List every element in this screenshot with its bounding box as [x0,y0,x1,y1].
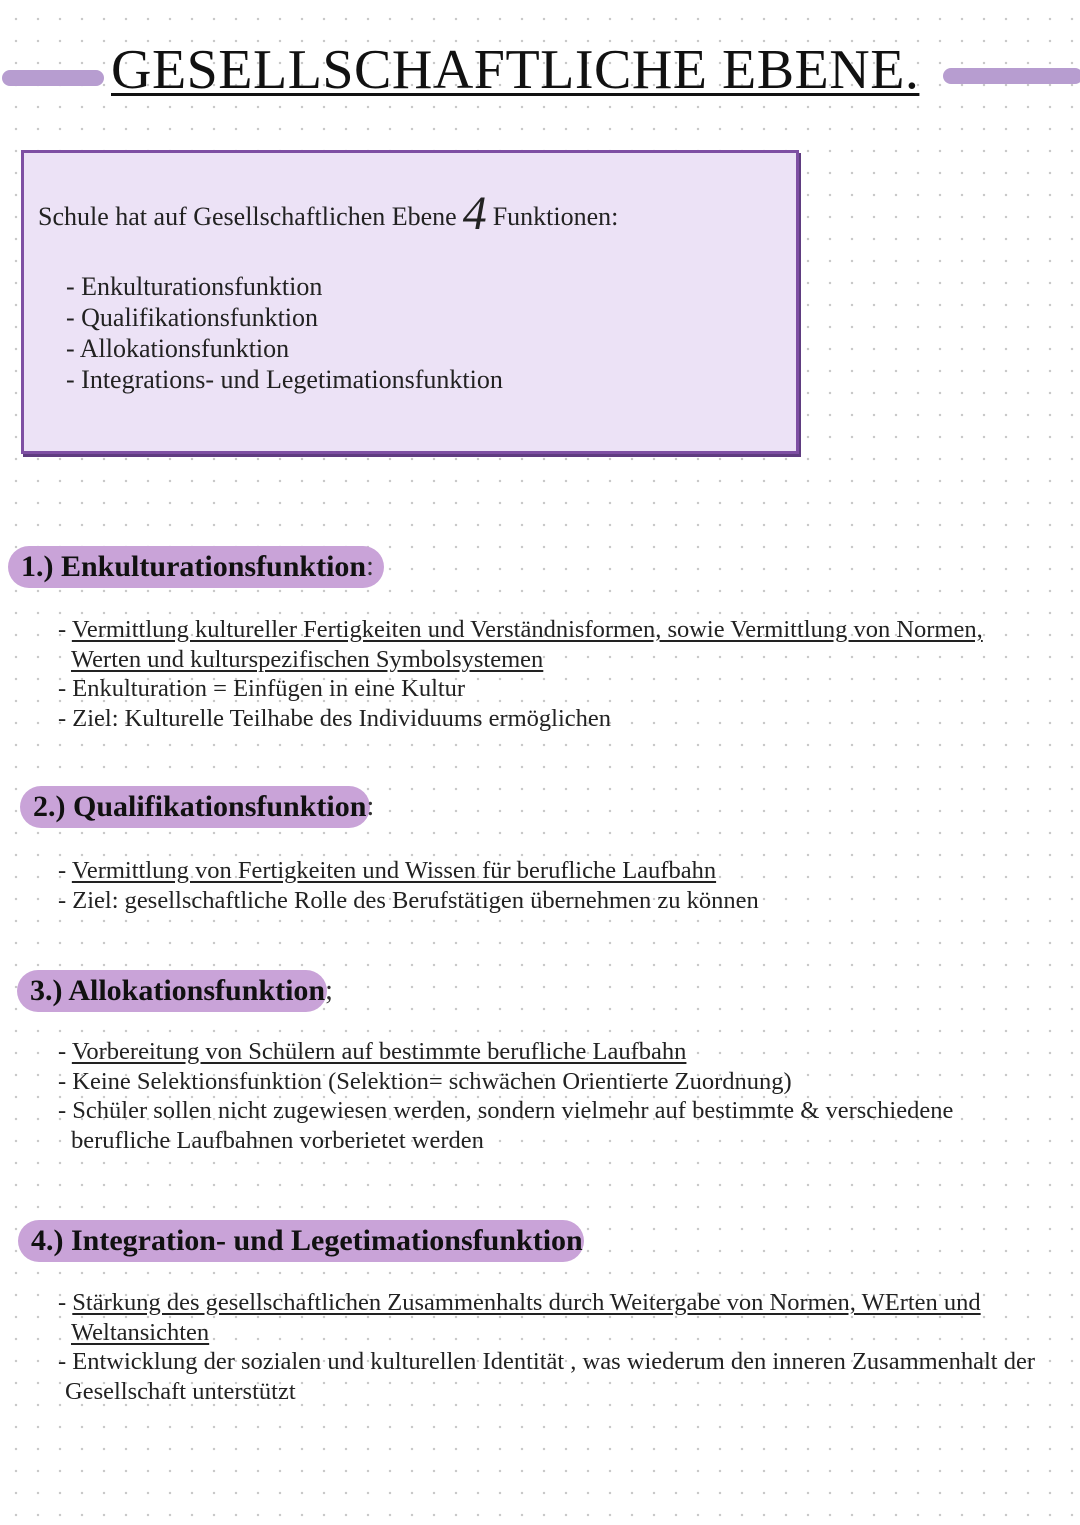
intro-box [21,150,799,454]
section-heading-pill [18,1220,584,1262]
intro-number: 4 [462,187,487,240]
intro-list-item: - Allokationsfunktion [66,334,290,363]
section-key-point: Stärkung des gesellschaftlichen Zusammenhalts durch Weitergabe von Normen, WErten und [72,1289,981,1316]
section-key-point: Vorbereitung von Schülern auf bestimmte berufliche Laufbahn [71,1038,687,1065]
intro-list-item: - Enkulturationsfunktion [66,272,323,301]
bullet-dash: - [58,616,72,643]
bullet-dash: - [58,1038,72,1065]
section-line: Gesellschaft unterstützt [65,1377,296,1405]
section-body [58,856,759,915]
section-key-point: Vermittlung von Fertigkeiten und Wissen für berufliche Laufbahn [71,857,717,884]
intro-text-before: Schule hat auf Gesellschaftlichen Ebene [38,202,457,231]
title-decoration-left [2,70,104,86]
section-heading-suffix: : [366,791,375,822]
section-key-point: Weltansichten [71,1318,210,1346]
section-heading-pill [17,970,333,1012]
section-heading-pill [8,546,384,588]
section-line: - Keine Selektionsfunktion (Selektion= schwächen Orientierte Zuordnung) [58,1067,792,1095]
section-heading-suffix: : [366,551,374,582]
bullet-dash: - [58,1289,73,1316]
section-line: - Schüler sollen nicht zugewiesen werden, sondern vielmehr auf bestimmte & verschiedene [58,1097,954,1124]
section-line: - Ziel: Kulturelle Teilhabe des Individuums ermöglichen [58,704,612,732]
intro-list-item: - Integrations- und Legetimationsfunktion [66,365,503,394]
intro-text-after: Funktionen: [492,202,619,231]
section-key-point: Werten und kulturspezifischen Symbolsystemen [71,645,544,673]
section-key-point: Vermittlung kultureller Fertigkeiten und Verständnisformen, sowie Vermittlung von Normen, [71,616,983,643]
section-line: berufliche Laufbahnen vorberietet werden [71,1126,484,1154]
bullet-dash: - [58,857,72,884]
intro-sentence [38,187,619,240]
section-heading: 2.) Qualifikationsfunktion [33,790,367,823]
section-line: - Entwicklung der sozialen und kulturellen Identität , was wiederum den inneren Zusammenhalt der [58,1348,1035,1375]
section-heading: 4.) Integration- und Legetimationsfunktion [31,1224,583,1257]
section-body [58,615,983,733]
intro-list-item: - Qualifikationsfunktion [66,303,319,332]
section-body [58,1037,953,1155]
section-heading: 1.) Enkulturationsfunktion [21,550,367,583]
section-heading-pill [20,786,375,828]
section-heading-suffix: ; [325,975,333,1006]
section-heading: 3.) Allokationsfunktion [30,974,326,1007]
title-decoration-right [943,68,1080,84]
page-title: GESELLSCHAFTLICHE EBENE. [111,39,920,101]
section-line: - Enkulturation = Einfügen in eine Kultur [58,675,466,702]
section-line: - Ziel: gesellschaftliche Rolle des Berufstätigen übernehmen zu können [58,886,759,914]
section-body [58,1288,1080,1406]
intro-function-list [66,271,503,395]
